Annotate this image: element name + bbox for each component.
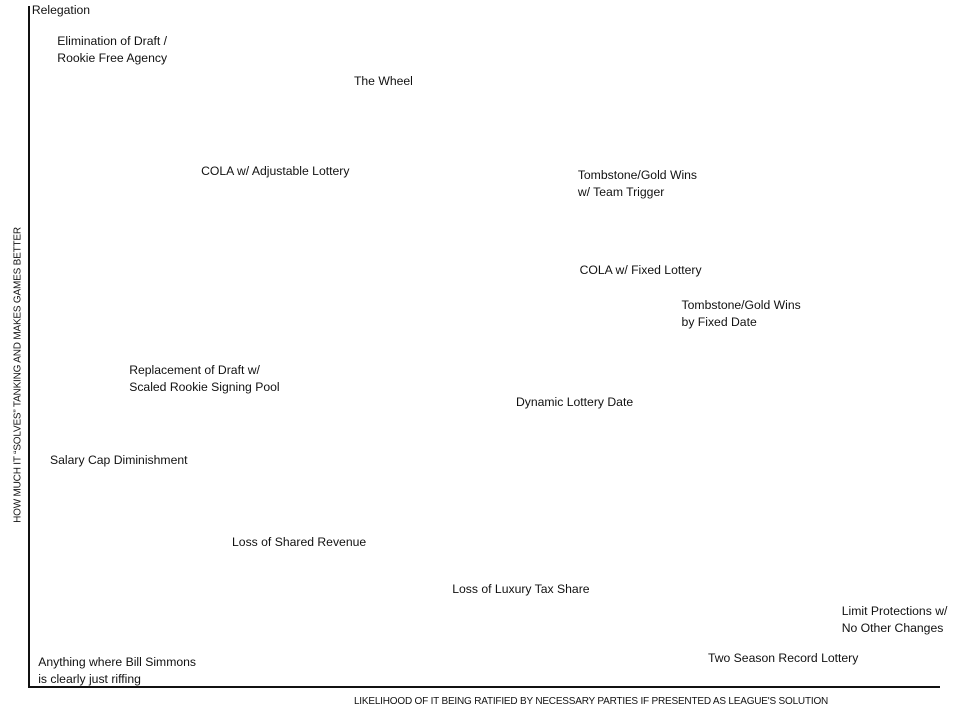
point-label-line: Rookie Free Agency bbox=[57, 50, 168, 65]
point-label-line: is clearly just riffing bbox=[38, 671, 141, 686]
point-label bbox=[50, 452, 188, 469]
point-label bbox=[516, 394, 633, 411]
point-label-line: COLA w/ Fixed Lottery bbox=[579, 263, 702, 278]
point-label-line: Relegation bbox=[31, 3, 91, 18]
point-label-line: Tombstone/Gold Wins bbox=[577, 168, 698, 183]
point-label-line: Dynamic Lottery Date bbox=[515, 395, 634, 410]
point-label-line: COLA w/ Adjustable Lottery bbox=[201, 163, 350, 178]
point-label-line: by Fixed Date bbox=[681, 314, 757, 329]
point-label bbox=[32, 2, 90, 19]
point-label-line: Two Season Record Lottery bbox=[707, 650, 859, 665]
point-label-line: Tombstone/Gold Wins bbox=[681, 297, 801, 312]
point-label bbox=[578, 167, 697, 201]
point-label bbox=[129, 362, 279, 396]
point-label bbox=[452, 581, 589, 598]
point-label-line: The Wheel bbox=[353, 74, 413, 89]
point-label bbox=[708, 650, 858, 667]
point-label bbox=[580, 262, 702, 279]
point-label-line: Loss of Luxury Tax Share bbox=[452, 581, 590, 596]
point-label-line: Limit Protections w/ bbox=[841, 603, 948, 618]
point-label bbox=[201, 163, 349, 180]
point-label bbox=[232, 534, 366, 551]
point-label-line: No Other Changes bbox=[841, 620, 944, 635]
point-label-line: Replacement of Draft w/ bbox=[129, 363, 260, 378]
point-label-line: Elimination of Draft / bbox=[57, 33, 168, 48]
y-axis-label: HOW MUCH IT “SOLVES” TANKING AND MAKES GAMES BETTER bbox=[12, 227, 24, 523]
point-label bbox=[38, 654, 196, 688]
y-axis-line bbox=[28, 6, 30, 688]
point-label-line: Loss of Shared Revenue bbox=[232, 534, 367, 549]
x-axis-label: LIKELIHOOD OF IT BEING RATIFIED BY NECESSARY PARTIES IF PRESENTED AS LEAGUE'S SOLUTION bbox=[353, 696, 829, 707]
point-label bbox=[842, 603, 948, 637]
point-label-line: Salary Cap Diminishment bbox=[50, 453, 188, 468]
point-label bbox=[354, 73, 413, 90]
point-label-line: Anything where Bill Simmons bbox=[38, 654, 197, 669]
point-label bbox=[57, 33, 167, 67]
point-label-line: w/ Team Trigger bbox=[577, 185, 665, 200]
point-label bbox=[682, 297, 801, 331]
point-label-line: Scaled Rookie Signing Pool bbox=[129, 380, 280, 395]
